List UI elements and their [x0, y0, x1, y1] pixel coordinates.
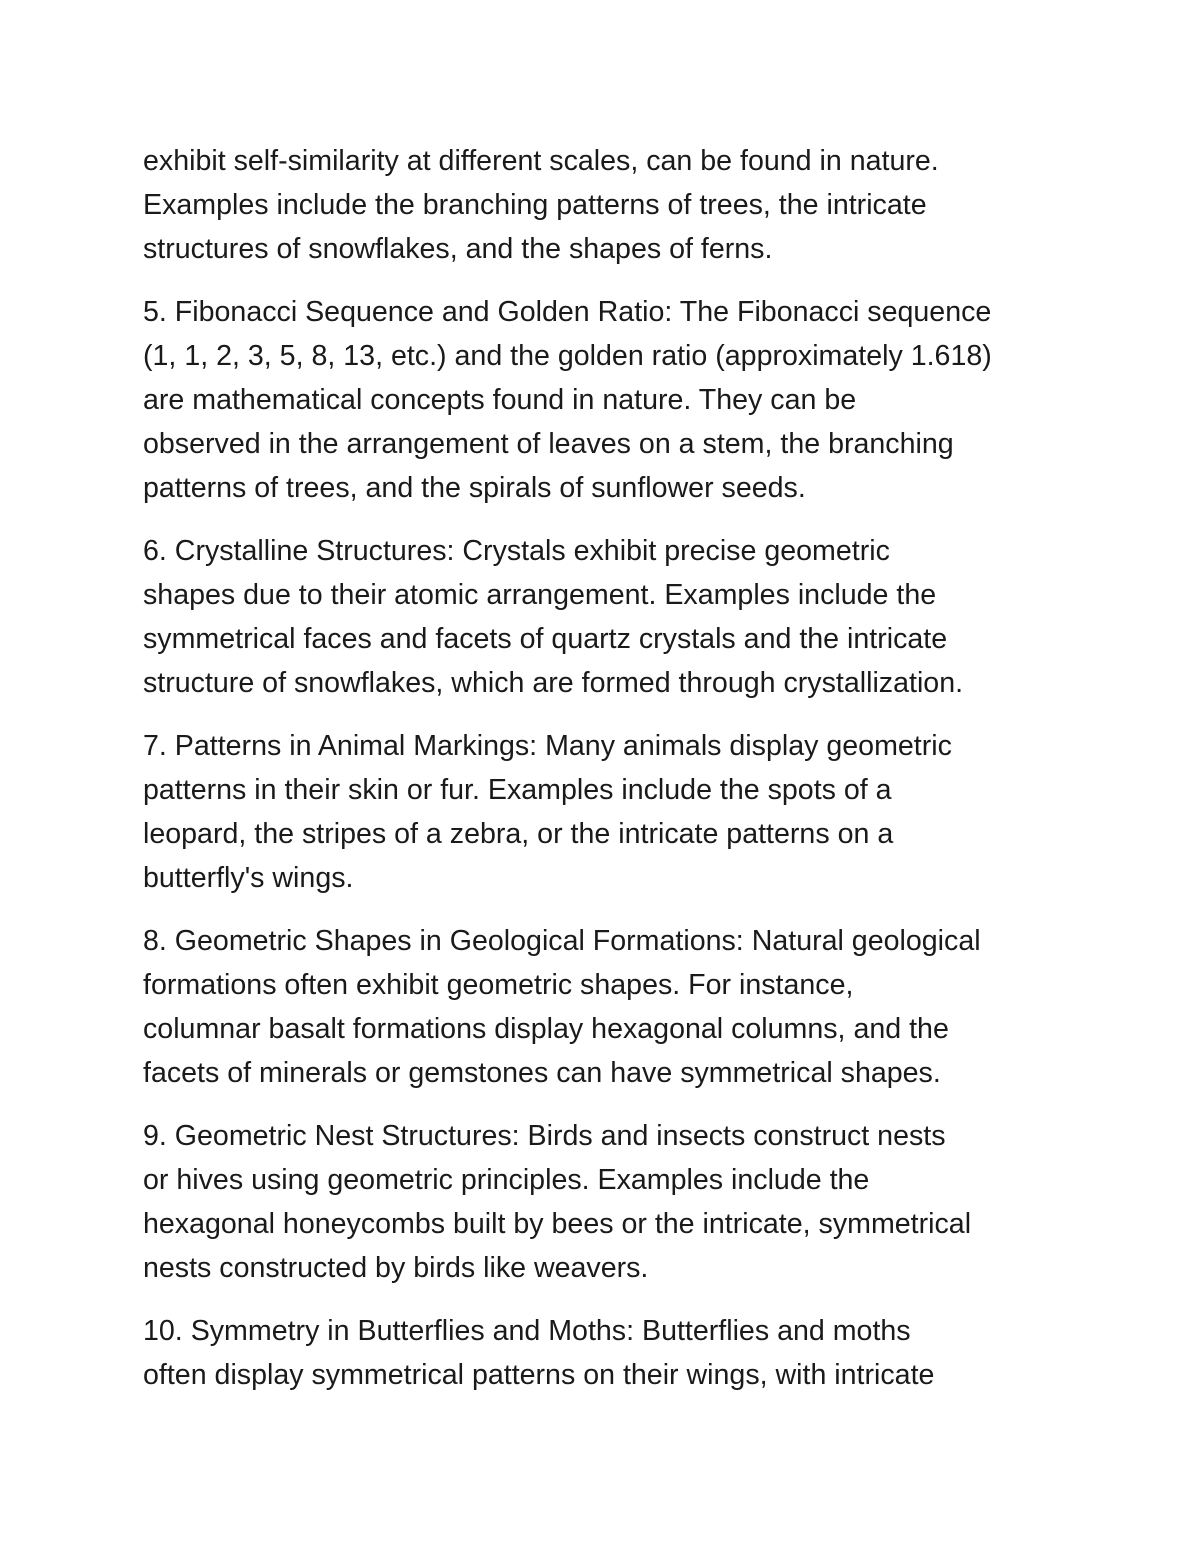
text-line: columnar basalt formations display hexagonal columns, and the	[143, 1013, 949, 1045]
text-line: 8. Geometric Shapes in Geological Formations: Natural geological	[143, 925, 981, 957]
text-line: 10. Symmetry in Butterflies and Moths: Butterflies and moths	[143, 1315, 911, 1347]
document-body	[143, 139, 1078, 1416]
text-line: Examples include the branching patterns of trees, the intricate	[143, 189, 927, 221]
paragraph-crystalline	[143, 529, 1078, 705]
paragraph-nests	[143, 1114, 1078, 1290]
text-line: butterfly's wings.	[143, 862, 354, 894]
paragraph-fibonacci	[143, 290, 1078, 510]
text-line: observed in the arrangement of leaves on a stem, the branching	[143, 428, 954, 460]
text-line: nests constructed by birds like weavers.	[143, 1252, 649, 1284]
text-line: patterns of trees, and the spirals of sunflower seeds.	[143, 472, 806, 504]
paragraph-geological	[143, 919, 1078, 1095]
paragraph-butterflies	[143, 1309, 1078, 1397]
paragraph-animal-markings	[143, 724, 1078, 900]
paragraph-fractals-continued	[143, 139, 1078, 271]
text-line: structure of snowflakes, which are formed through crystallization.	[143, 667, 964, 699]
text-line: patterns in their skin or fur. Examples include the spots of a	[143, 774, 892, 806]
text-line: leopard, the stripes of a zebra, or the intricate patterns on a	[143, 818, 894, 850]
text-line: facets of minerals or gemstones can have symmetrical shapes.	[143, 1057, 941, 1089]
text-line: often display symmetrical patterns on their wings, with intricate	[143, 1359, 935, 1391]
text-line: or hives using geometric principles. Examples include the	[143, 1164, 870, 1196]
text-line: 5. Fibonacci Sequence and Golden Ratio: The Fibonacci sequence	[143, 296, 992, 328]
text-line: formations often exhibit geometric shapes. For instance,	[143, 969, 854, 1001]
text-line: hexagonal honeycombs built by bees or the intricate, symmetrical	[143, 1208, 972, 1240]
text-line: 6. Crystalline Structures: Crystals exhibit precise geometric	[143, 535, 890, 567]
text-line: are mathematical concepts found in nature. They can be	[143, 384, 857, 416]
text-line: symmetrical faces and facets of quartz crystals and the intricate	[143, 623, 948, 655]
text-line: structures of snowflakes, and the shapes of ferns.	[143, 233, 773, 265]
text-line: 9. Geometric Nest Structures: Birds and insects construct nests	[143, 1120, 946, 1152]
text-line: 7. Patterns in Animal Markings: Many animals display geometric	[143, 730, 952, 762]
text-line: exhibit self-similarity at different scales, can be found in nature.	[143, 145, 939, 177]
text-line: (1, 1, 2, 3, 5, 8, 13, etc.) and the golden ratio (approximately 1.618)	[143, 340, 992, 372]
text-line: shapes due to their atomic arrangement. Examples include the	[143, 579, 937, 611]
